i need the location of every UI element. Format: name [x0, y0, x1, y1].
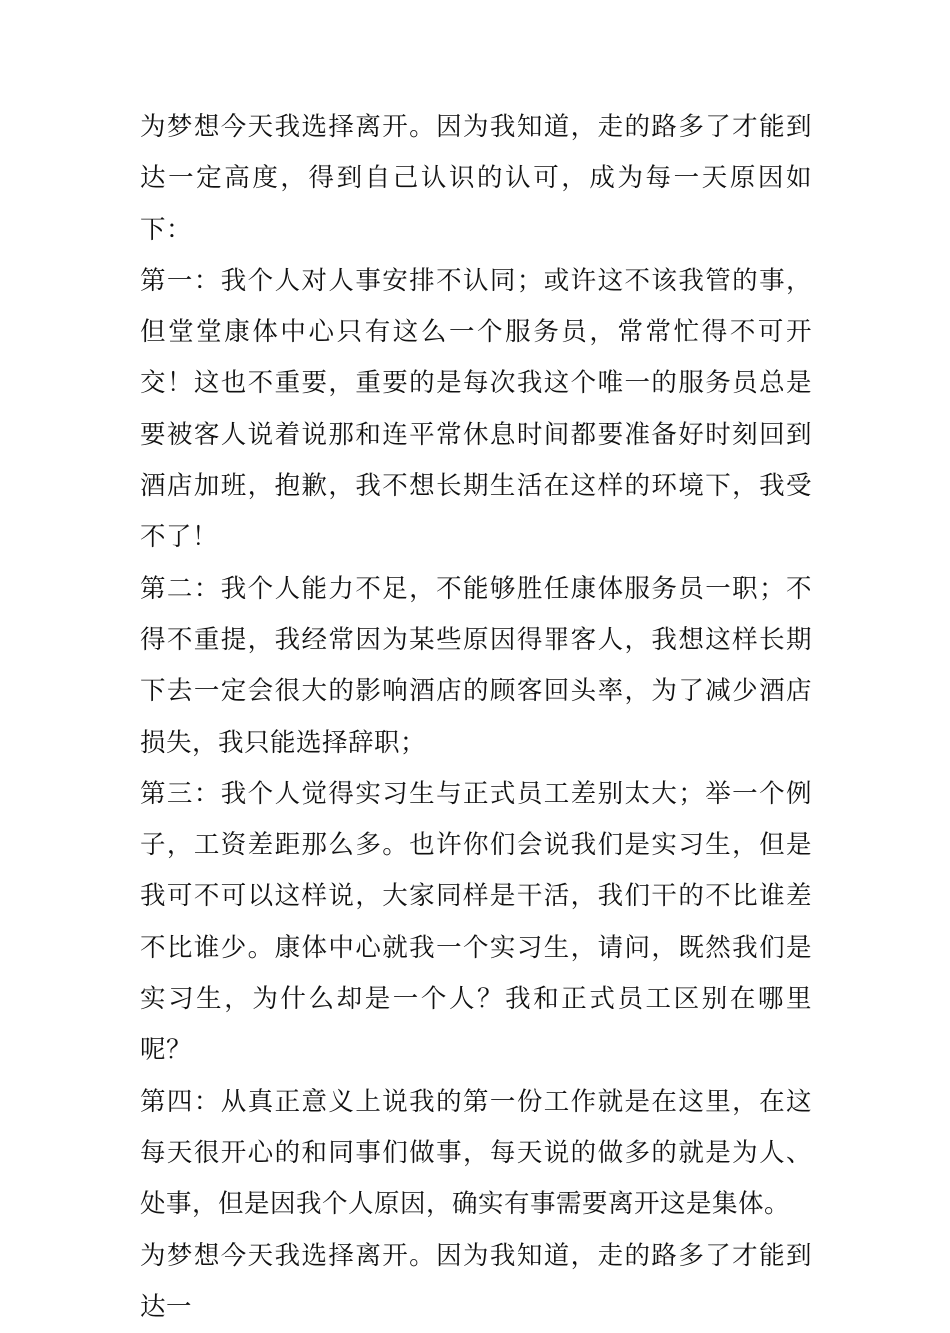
- document-body: [140, 102, 812, 1333]
- paragraph-reason-2: 第二：我个人能力不足，不能够胜任康体服务员一职；不得不重提，我经常因为某些原因得罪客人，我想这样长期下去一定会很大的影响酒店的顾客回头率，为了减少酒店损失，我只能选择辞职；: [140, 573, 812, 758]
- paragraph-reason-3: 第三：我个人觉得实习生与正式员工差别太大；举一个例子，工资差距那么多。也许你们会说我们是实习生，但是我可不可以这样说，大家同样是干活，我们干的不比谁差不比谁少。康体中心就我一个实习生，请问，既然我们是实习生，为什么却是一个人？我和正式员工区别在哪里呢？: [140, 778, 812, 1066]
- paragraph-reason-4: 第四：从真正意义上说我的第一份工作就是在这里，在这每天很开心的和同事们做事，每天说的做多的就是为人、处事，但是因我个人原因，确实有事需要离开这是集体。: [140, 1086, 812, 1220]
- paragraph-reason-1: 第一：我个人对人事安排不认同；或许这不该我管的事，但堂堂康体中心只有这么一个服务员，常常忙得不可开交！这也不重要，重要的是每次我这个唯一的服务员总是要被客人说着说那和连平常休息时间都要准备好时刻回到酒店加班，抱歉，我不想长期生活在这样的环境下，我受不了！: [140, 265, 812, 553]
- paragraph-closing: 为梦想今天我选择离开。因为我知道，走的路多了才能到达一: [140, 1240, 812, 1322]
- paragraph-intro: 为梦想今天我选择离开。因为我知道，走的路多了才能到达一定高度，得到自己认识的认可，成为每一天原因如下：: [140, 112, 812, 245]
